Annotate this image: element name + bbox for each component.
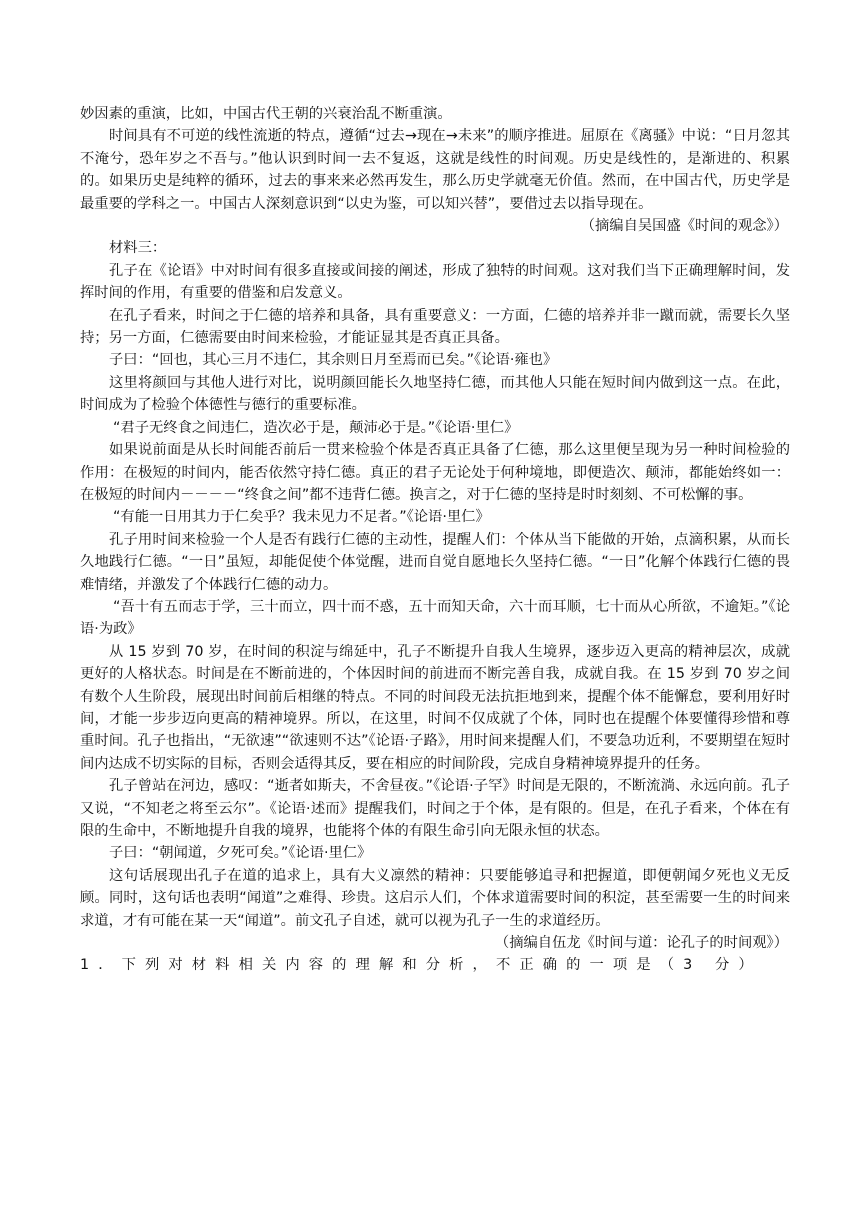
paragraph: 从 15 岁到 70 岁，在时间的积淀与绵延中，孔子不断提升自我人生境界，逐步迈入更高的精神层次，成就更好的人格状态。时间是在不断前进的，个体因时间的前进而不断完善自我，成就自我。在 15 岁到 70 岁之间有数个人生阶段，展现出时间前后相继的特点。不同的时间段无法抗拒地到来，提醒个体不能懈怠，要利用好时间，才能一步步迈向更高的精神境界。所以，在这里，时间不仅成就了个体，同时也在提醒个体要懂得珍惜和尊重时间。孔子也指出，“无欲速”“欲速则不达”《论语·子路》，用时间来提醒人们，不要急功近利，不要期望在短时间内达成不切实际的目标，否则会适得其反，要在相应的时间阶段，完成自身精神境界提升的任务。 [80,643,790,772]
quotation: 子曰：“朝闻道，夕死可矣。”《论语·里仁》 [109,845,372,862]
document-body [80,103,790,977]
paragraph: 这里将颜回与其他人进行对比，说明颜回能长久地坚持仁德，而其他人只能在短时间内做到这一点。在此，时间成为了检验个体德性与德行的重要标准。 [80,374,790,414]
paragraph: 如果说前面是从长时间能否前后一贯来检验个体是否真正具备了仁德，那么这里便呈现为另一种时间检验的作用：在极短的时间内，能否依然守持仁德。真正的君子无论处于何种境地，即便造次、颠沛，都能始终如一：在极短的时间内－－－－“终食之间”都不违背仁德。换言之，对于仁德的坚持是时时刻刻、不可松懈的事。 [80,442,790,503]
quotation: “有能一日用其力于仁矣乎？我未见力不足者。”《论语·里仁》 [113,509,490,526]
paragraph: 孔子曾站在河边，感叹：“逝者如斯夫，不舍昼夜。”《论语·子罕》时间是无限的，不断流淌、永远向前。孔子又说，“不知老之将至云尔”。《论语·述而》提醒我们，时间之于个体，是有限的。但是，在孔子看来，个体在有限的生命中，不断地提升自我的境界，也能将个体的有限生命引向无限永恒的状态。 [80,778,790,839]
paragraph: 时间具有不可逆的线性流逝的特点，遵循“过去→现在→未来”的顺序推进。屈原在《离骚》中说：“日月忽其不淹兮，恐年岁之不吾与。”他认识到时间一去不复返，这就是线性的时间观。历史是线性的，是渐进的、积累的。如果历史是纯粹的循环，过去的事来来必然再发生，那么历史学就毫无价值。然而，在中国古代，历史学是最重要的学科之一。中国古人深刻意识到“以史为鉴，可以知兴替”，要借过去以指导现在。 [80,128,790,212]
paragraph: 孔子在《论语》中对时间有很多直接或间接的阐述，形成了独特的时间观。这对我们当下正确理解时间，发挥时间的作用，有重要的借鉴和启发意义。 [80,262,790,302]
quotation: “吾十有五而志于学，三十而立，四十而不惑，五十而知天命，六十而耳顺，七十而从心所欲，不逾矩。”《论语·为政》 [80,598,790,638]
paragraph: 妙因素的重演，比如，中国古代王朝的兴衰治乱不断重演。 [80,106,452,122]
paragraph: 这句话展现出孔子在道的追求上，具有大义凛然的精神：只要能够追寻和把握道，即便朝闻夕死也义无反顾。同时，这句话也表明“闻道”之难得、珍贵。这启示人们，个体求道需要时间的积淀，甚至需要一生的时间来求道，才有可能在某一天“闻道”。前文孔子自述，就可以视为孔子一生的求道经历。 [80,867,790,929]
quotation: 子曰：“回也，其心三月不违仁，其余则日月至焉而已矣。”《论语·雍也》 [109,352,558,369]
paragraph: 孔子用时间来检验一个人是否有践行仁德的主动性，提醒人们：个体从当下能做的开始，点滴积累，从而长久地践行仁德。“一日”虽短，却能促使个体觉醒，进而自觉自愿地长久坚持仁德。“一日”化解个体践行仁德的畏难情绪，并激发了个体践行仁德的动力。 [80,531,790,593]
source-citation: （摘编自伍龙《时间与道：论孔子的时间观》） [494,935,788,952]
quotation: “君子无终食之间违仁，造次必于是，颠沛必于是。”《论语·里仁》 [113,419,519,436]
question-1: 1．下列对材料相关内容的理解和分析，不正确的一项是（3 分） [80,957,762,974]
source-citation: （摘编自吴国盛《时间的观念》） [580,218,788,235]
material-label: 材料三： [109,240,167,257]
paragraph: 在孔子看来，时间之于仁德的培养和具备，具有重要意义：一方面，仁德的培养并非一蹴而就，需要长久坚持；另一方面，仁德需要由时间来检验，才能证显其是否真正具备。 [80,307,790,347]
